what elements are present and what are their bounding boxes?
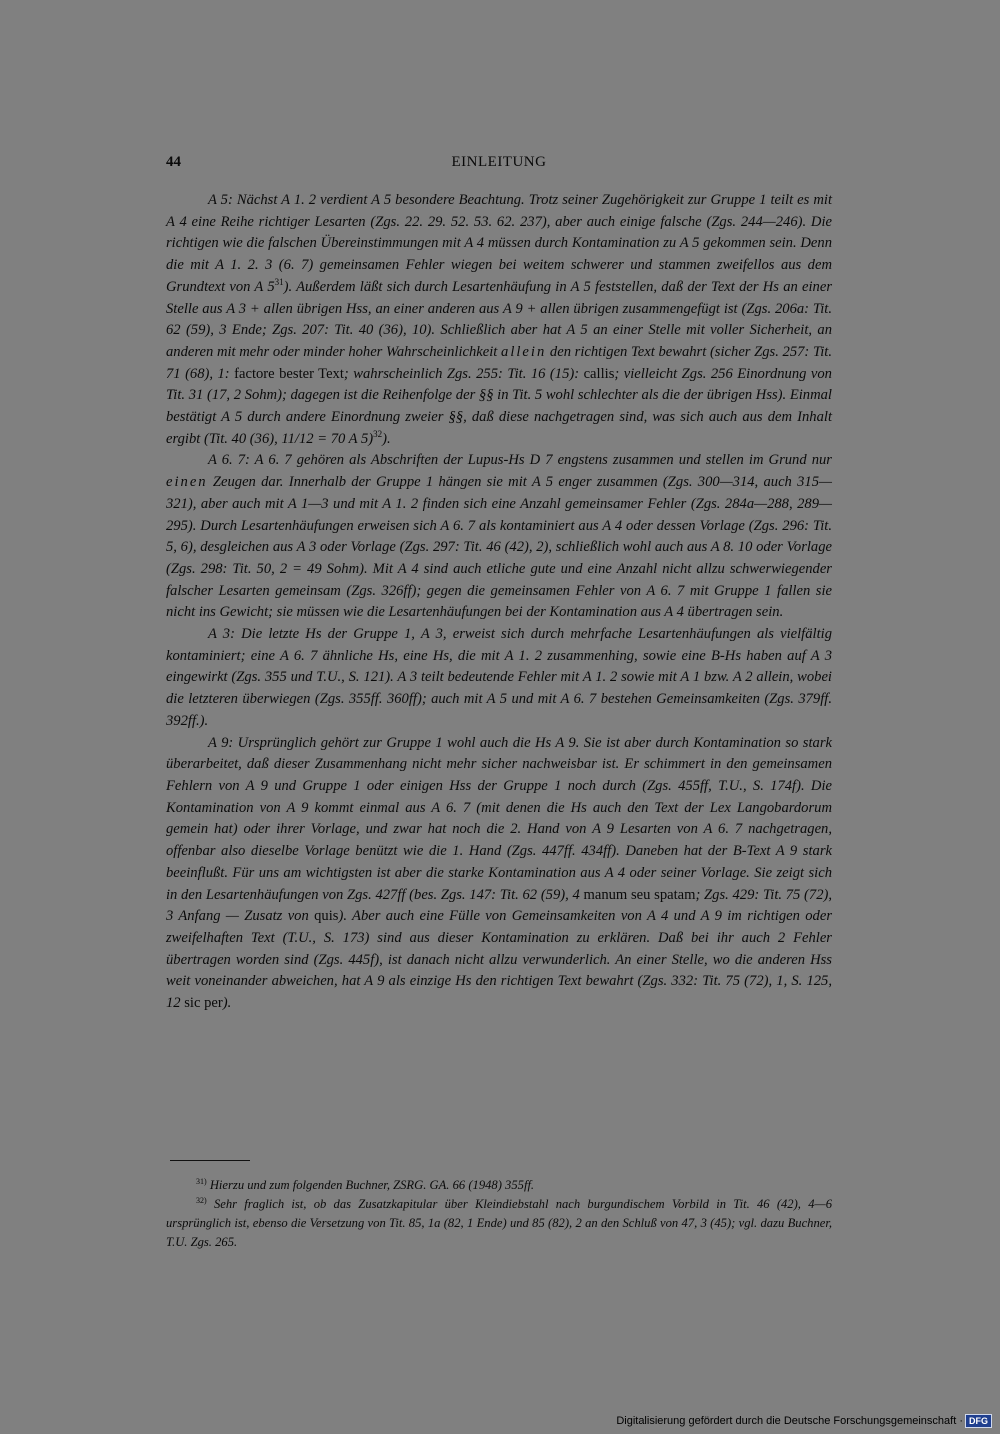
footnote-rule xyxy=(170,1160,250,1161)
quoted-word: factore bester Text xyxy=(234,365,344,382)
footnote-31 xyxy=(166,1176,832,1195)
quoted-word: callis xyxy=(583,365,615,382)
dfg-logo[interactable]: DFG xyxy=(965,1414,992,1428)
emphasis-allein: allein xyxy=(501,343,547,360)
footnote-ref-31: 31 xyxy=(274,276,284,287)
footnote-text: Hierzu und zum folgenden Buchner, ZSRG. GA. 66 (1948) 355ff. xyxy=(209,1178,535,1192)
paragraph-a6-7: A 6. 7: A 6. 7 gehören als Abschriften der Lupus-Hs D 7 engstens zusammen und stellen im Grund nur einen Zeugen dar. Innerhalb der Gruppe 1 hängen sie mit A 5 enger zusammen (Zgs. 300—314, auch 315—321), aber auch mit A 1—3 und mit A 1. 2 finden sich eine Anzahl gemeinsamer Fehler (Zgs. 284a—288, 289—295). Durch Lesartenhäufungen erweisen sich A 6. 7 als kontaminiert aus A 4 oder dessen Vorlage (Zgs. 296: Tit. 5, 6), desgleichen aus A 3 oder Vorlage (Zgs. 297: Tit. 46 (42), 2), schließlich wohl auch aus A 8. 10 oder Vorlage (Zgs. 298: Tit. 50, 2 = 49 Sohm). Mit A 4 sind auch etliche gute und eine Anzahl nicht allzu schwerwiegender falscher Lesarten gemeinsam (Zgs. 326ff); gegen die gemeinsamen Fehler von A 6. 7 mit Gruppe 1 fallen sie nicht ins Gewicht; sie müssen wie die Lesartenhäufungen bei der Kontamination aus A 4 übertragen sein. xyxy=(166,452,832,621)
page-number: 44 xyxy=(166,154,181,170)
emphasis-einen: einen xyxy=(166,474,208,491)
credit-text: Digitalisierung gefördert durch die Deutsche Forschungsgemeinschaft · xyxy=(616,1415,963,1427)
running-head: EINLEITUNG xyxy=(451,154,547,170)
footnote-ref-32: 32 xyxy=(373,428,383,439)
footnote-32 xyxy=(166,1195,832,1252)
footnote-mark: 32) xyxy=(196,1195,207,1205)
page-header xyxy=(166,154,832,176)
quoted-word: quis xyxy=(314,908,339,925)
footnotes xyxy=(166,1176,832,1252)
footnote-mark: 31) xyxy=(196,1176,207,1186)
quoted-word: manum seu spatam xyxy=(583,886,696,903)
funding-credit xyxy=(616,1414,992,1428)
body-text xyxy=(166,190,832,1015)
paragraph-a9: A 9: Ursprünglich gehört zur Gruppe 1 wohl auch die Hs A 9. Sie ist aber durch Kontamination so stark überarbeitet, daß dieser Zusammenhang nicht mehr sicher nachweisbar ist. Er schimmert in den gemeinsamen Fehlern von A 9 und Gruppe 1 oder einigen Hss der Gruppe 1 noch durch (Zgs. 455ff, T.U., S. 174f). Die Kontamination von A 9 kommt einmal aus A 6. 7 (mit denen die Hs auch den Text der Lex Langobardorum gemein hat) oder ihrer Vorlage, und zwar hat noch die 2. Hand von A 9 Lesarten von A 6. 7 nachgetragen, offenbar also dieselbe Vorlage benützt wie die 1. Hand (Zgs. 447ff. 434ff). Daneben hat der B-Text A 9 stark beeinflußt. Für uns am wichtigsten ist aber die starke Kontamination aus A 4 oder seiner Vorlage. Sie zeigt sich in den Lesartenhäufungen von Zgs. 427ff (bes. Zgs. 147: Tit. 62 (59), 4 manum seu spatam; Zgs. 429: Tit. 75 (72), 3 Anfang — Zusatz von quis). Aber auch eine Fülle von Gemeinsamkeiten von A 4 und A 9 im richtigen oder zweifelhaften Text (T.U., S. 173) sind aus dieser Kontamination zu erklären. Daß bei ihr auch 2 Fehler übertragen worden sind (Zgs. 445f), ist danach nicht allzu verwunderlich. An einer Stelle, wo die anderen Hss weit voneinander abweichen, hat A 9 als einzige Hs den richtigen Text bewahrt (Zgs. 332: Tit. 75 (72), 1, S. 125, 12 sic per). xyxy=(166,734,832,1012)
paragraph-a3: A 3: Die letzte Hs der Gruppe 1, A 3, erweist sich durch mehrfache Lesartenhäufungen als vielfältig kontaminiert; eine A 6. 7 ähnliche Hs, eine Hs, die mit A 1. 2 zusammenhing, sowie eine B-Hs haben auf A 3 eingewirkt (Zgs. 355 und T.U., S. 121). A 3 teilt bedeutende Fehler mit A 1. 2 sowie mit A 1 bzw. A 2 allein, wobei die letzteren überwiegen (Zgs. 355ff. 360ff); auch mit A 5 und mit A 6. 7 bestehen Gemeinsamkeiten (Zgs. 379ff. 392ff.). xyxy=(166,626,832,729)
footnote-text: Sehr fraglich ist, ob das Zusatzkapitular über Kleindiebstahl nach burgundischem Vorbild in Tit. 46 (42), 4—6 ursprünglich ist, ebenso die Versetzung von Tit. 85, 1a (82, 1 Ende) und 85 (82), 2 an den Schluß von 47, 3 (45); vgl. dazu Buchner, T.U. Zgs. 265. xyxy=(166,1197,832,1249)
paragraph-a5: A 5: Nächst A 1. 2 verdient A 5 besondere Beachtung. Trotz seiner Zugehörigkeit zur Gruppe 1 teilt es mit A 4 eine Reihe richtiger Lesarten (Zgs. 22. 29. 52. 53. 62. 237), aber auch einige falsche (Zgs. 244—246). Die richtigen wie die falschen Übereinstimmungen mit A 4 müssen durch Kontamination zu A 5 gekommen sein. Denn die mit A 1. 2. 3 (6. 7) gemeinsamen Fehler wiegen bei weitem schwerer und stammen zweifellos aus dem Grundtext von A $5^{31}$). Außerdem läßt sich durch Lesartenhäufung in A 5 feststellen, daß der Text der Hs an einer Stelle aus A 3 + allen übrigen Hss, an einer anderen aus A 9 + allen übrigen zusammengefügt ist (Zgs. 206a: Tit. 62 (59), 3 Ende; Zgs. 207: Tit. 40 (36), 10). Schließlich aber hat A 5 an einer Stelle mit voller Sicherheit, an anderen mit mehr oder minder hoher Wahrscheinlichkeit allein den richtigen Text bewahrt (sicher Zgs. 257: Tit. 71 (68), 1: factore bester Text; wahrscheinlich Zgs. 255: Tit. 16 (15): callis; vielleicht Zgs. 256 Einordnung von Tit. 31 (17, 2 Sohm); dagegen ist die Reihenfolge der §§ in Tit. 5 wohl schlechter als die der übrigen Hss). Einmal bestätigt A 5 durch andere Einordnung zweier §§, daß diese nachgetragen sind, was sich auch aus dem Inhalt ergibt (Tit. 40 (36), 11/12 = 70 A 5)$^{32}$). xyxy=(166,192,833,447)
quoted-word: sic per xyxy=(184,995,223,1012)
